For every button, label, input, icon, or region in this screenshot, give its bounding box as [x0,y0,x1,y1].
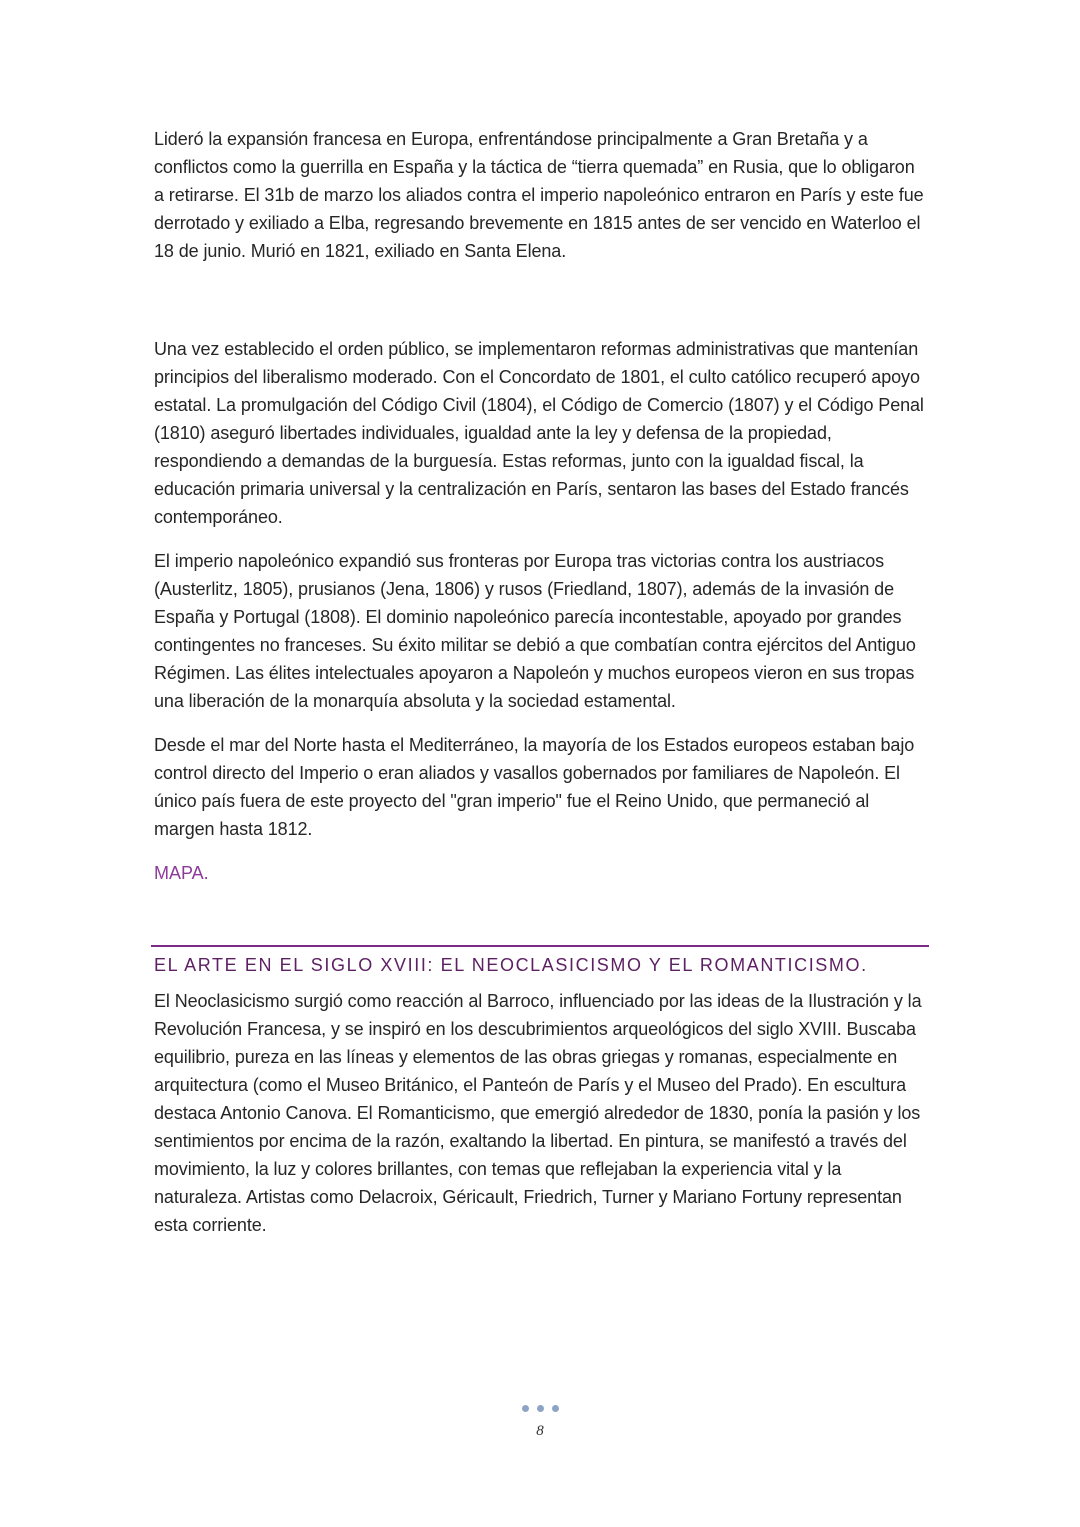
paragraph-imperial-expansion: El imperio napoleónico expandió sus fronteras por Europa tras victorias contra los austriacos (Austerlitz, 1805), prusianos (Jena, 1806) y rusos (Friedland, 1807), además de la invasión de España y Portugal (1808). El dominio napoleónico parecía incontestable, apoyado por grandes contingentes no franceses. Su éxito militar se debió a que combatían contra ejércitos del Antiguo Régimen. Las élites intelectuales apoyaron a Napoleón y muchos europeos vieron en sus tropas una liberación de la monarquía absoluta y la sociedad estamental. [154,551,916,711]
section-heading: EL ARTE EN EL SIGLO XVIII: EL NEOCLASICISMO Y EL ROMANTICISMO. [154,955,868,975]
dot-icon [522,1405,529,1412]
dot-icon [552,1405,559,1412]
paragraph-napoleon-expansion: Lideró la expansión francesa en Europa, enfrentándose principalmente a Gran Bretaña y a conflictos como la guerrilla en España y la táctica de “tierra quemada” en Rusia, que lo obligaron a retirarse. El 31b de marzo los aliados contra el imperio napoleónico entraron en París y este fue derrotado y exiliado a Elba, regresando brevemente en 1815 antes de ser vencido en Waterloo el 18 de junio. Murió en 1821, exiliado en Santa Elena. [154,129,924,261]
paragraph-european-states: Desde el mar del Norte hasta el Mediterráneo, la mayoría de los Estados europeos estaban bajo control directo del Imperio o eran aliados y vasallos gobernados por familiares de Napoleón. El único país fuera de este proyecto del "gran imperio" fue el Reino Unido, que permaneció al margen hasta 1812. [154,735,915,839]
dot-icon [537,1405,544,1412]
map-label: MAPA. [154,863,209,883]
section-content [154,987,926,1239]
paragraph-administrative-reforms: Una vez establecido el orden público, se implementaron reformas administrativas que mantenían principios del liberalismo moderado. Con el Concordato de 1801, el culto católico recuperó apoyo estatal. La promulgación del Código Civil (1804), el Código de Comercio (1807) y el Código Penal (1810) aseguró libertades individuales, igualdad ante la ley y defensa de la propiedad, respondiendo a demandas de la burguesía. Estas reformas, junto con la igualdad fiscal, la educación primaria universal y la centralización en París, sentaron las bases del Estado francés contemporáneo. [154,339,924,527]
paragraph-art-neoclassicism: El Neoclasicismo surgió como reacción al Barroco, influenciado por las ideas de la Ilustración y la Revolución Francesa, y se inspiró en los descubrimientos arqueológicos del siglo XVIII. Buscaba equilibrio, pureza en las líneas y elementos de las obras griegas y romanas, especialmente en arquitectura (como el Museo Británico, el Panteón de París y el Museo del Prado). En escultura destaca Antonio Canova. El Romanticismo, que emergió alrededor de 1830, ponía la pasión y los sentimientos por encima de la razón, exaltando la libertad. En pintura, se manifestó a través del movimiento, la luz y colores brillantes, con temas que reflejaban la experiencia vital y la naturaleza. Artistas como Delacroix, Géricault, Friedrich, Turner y Mariano Fortuny representan esta corriente. [154,991,922,1235]
page-number: 8 [536,1423,544,1439]
section-divider [151,945,929,947]
footer-dots-ornament [0,1405,1080,1412]
main-content [154,125,926,887]
